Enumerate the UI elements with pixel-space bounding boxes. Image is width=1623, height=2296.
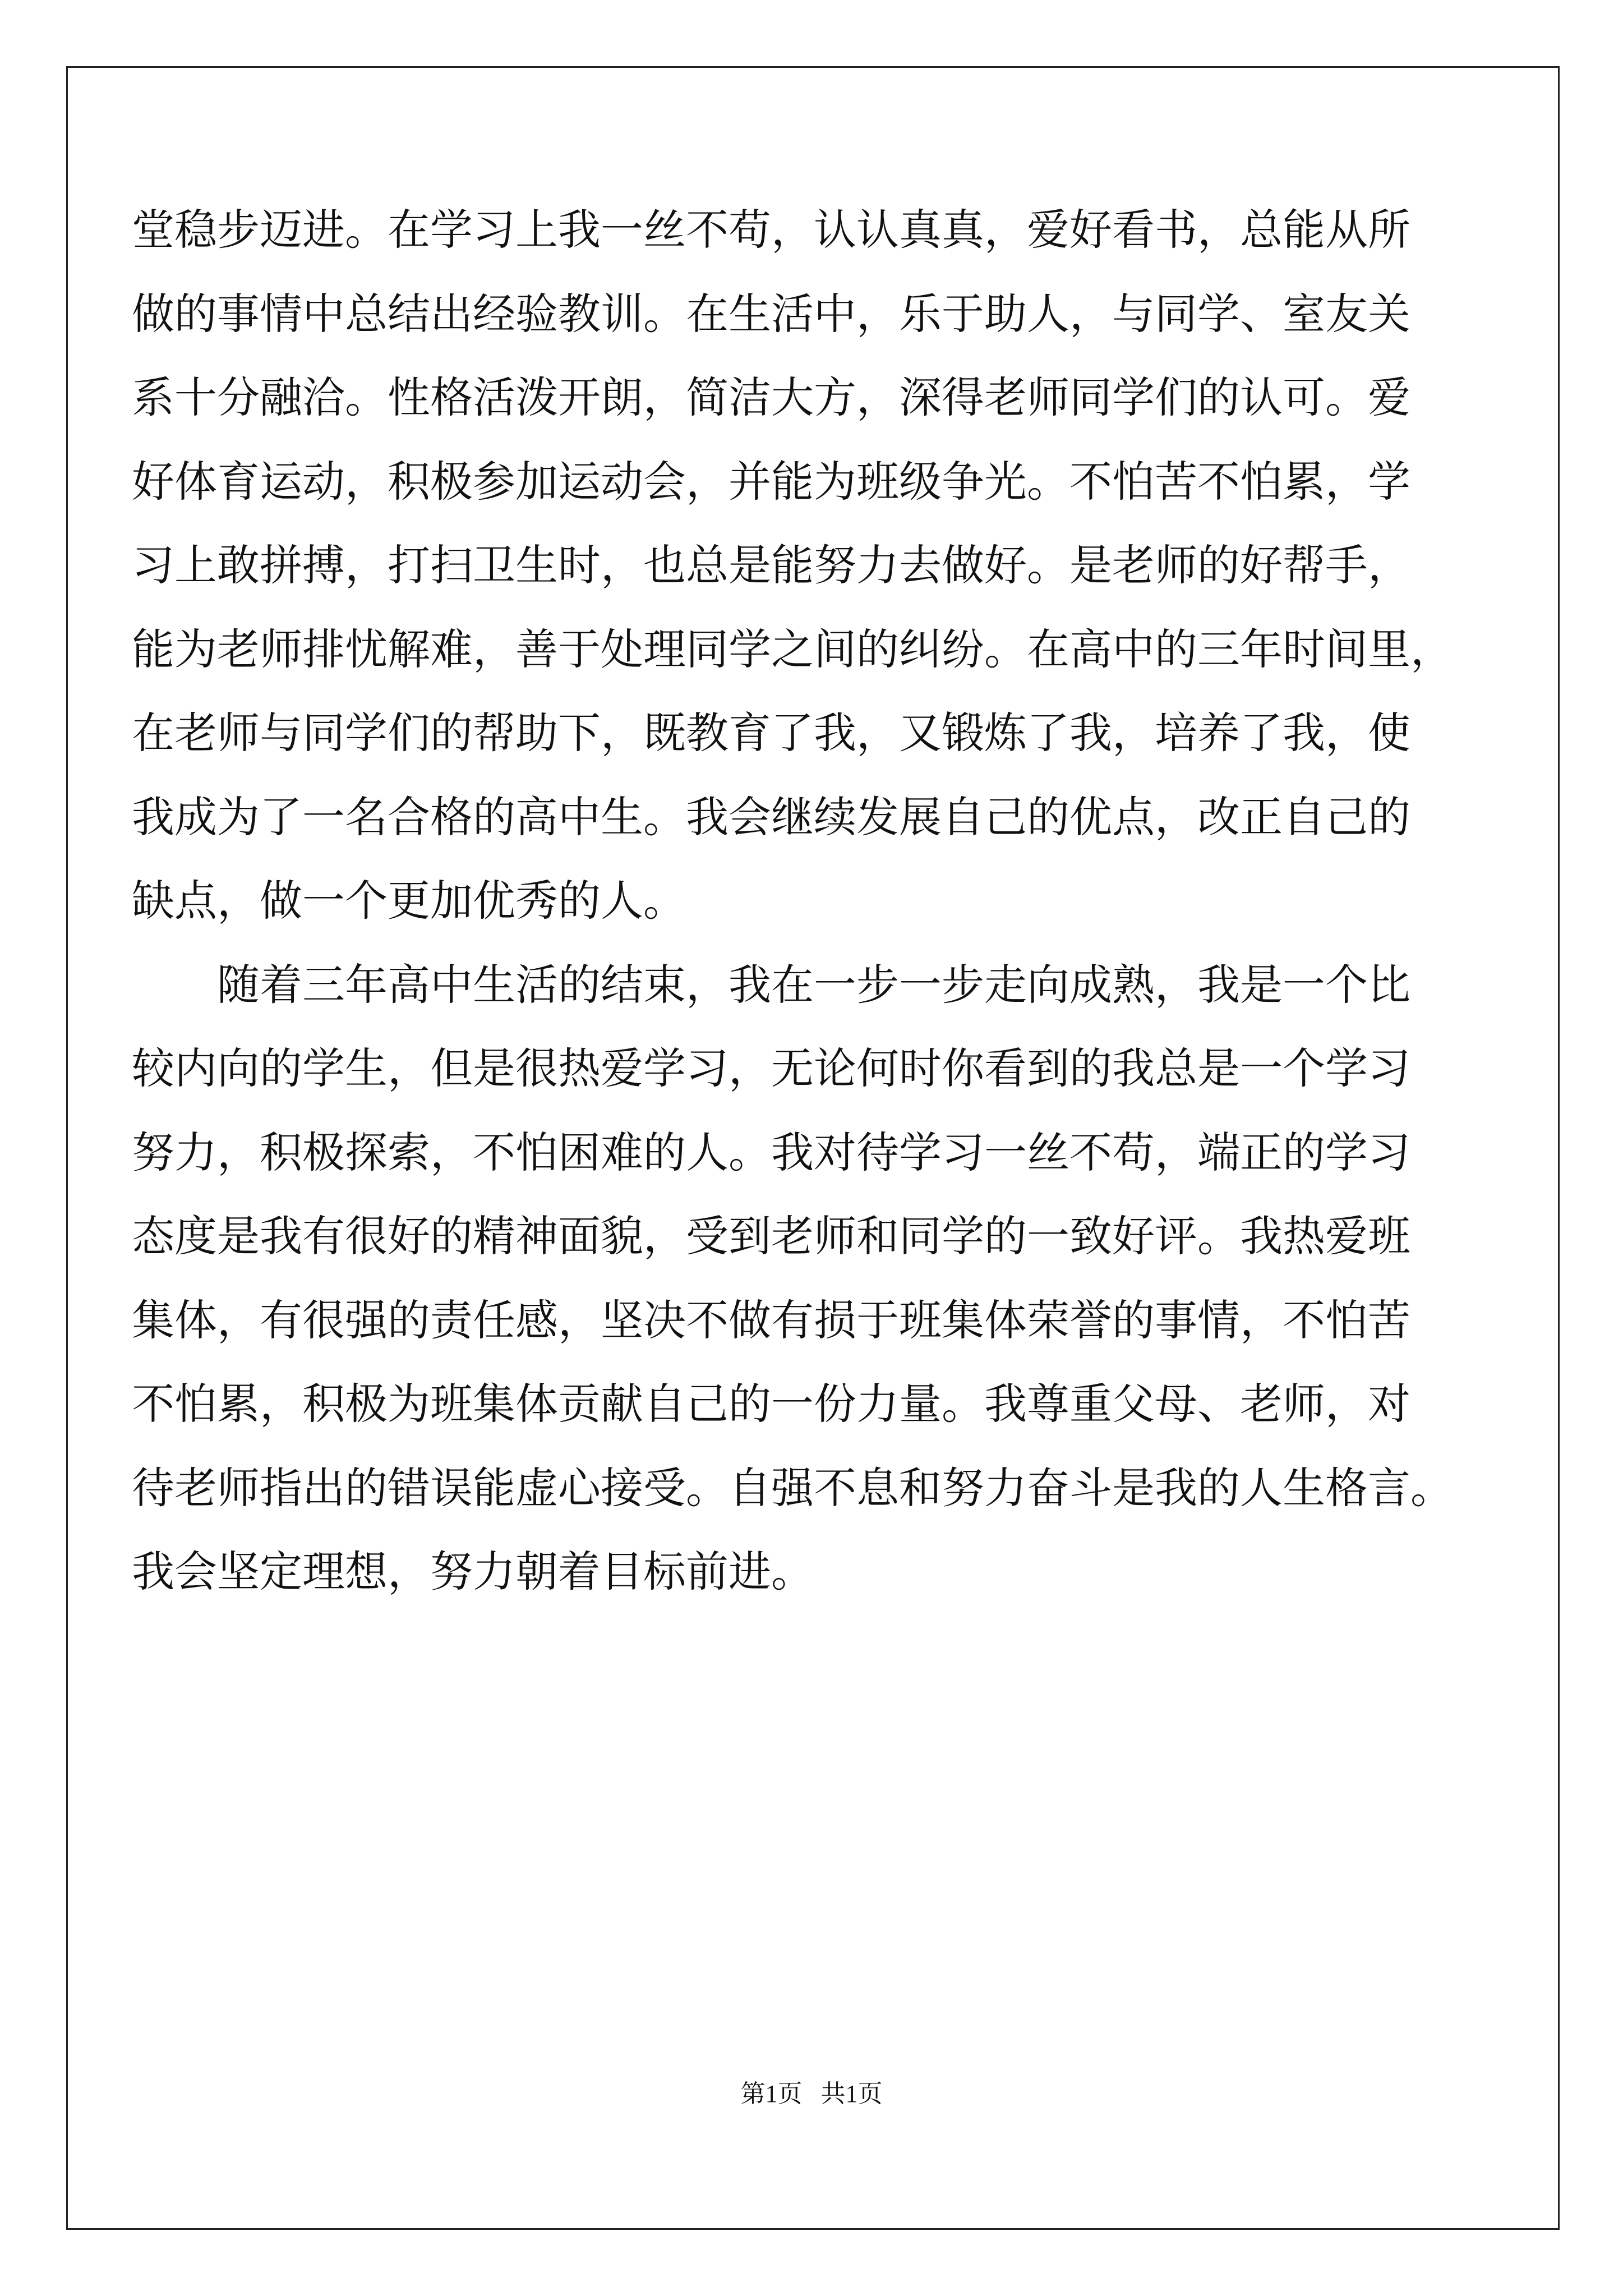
text-line: 我成为了一名合格的高中生。我会继续发展自己的优点，改正自己的 (132, 792, 1410, 842)
document-body (132, 188, 1489, 1614)
text-line: 态度是我有很好的精神面貌，受到老师和同学的一致好评。我热爱班 (132, 1211, 1410, 1261)
text-line: 不怕累，积极为班集体贡献自己的一份力量。我尊重父母、老师，对 (132, 1379, 1410, 1429)
text-line: 能为老师排忧解难，善于处理同学之间的纠纷。在高中的三年时间里， (132, 624, 1453, 674)
text-line: 习上敢拼搏，打扫卫生时，也总是能努力去做好。是老师的好帮手， (132, 540, 1410, 590)
text-line: 好体育运动，积极参加运动会，并能为班级争光。不怕苦不怕累，学 (132, 456, 1410, 507)
text-line: 堂稳步迈进。在学习上我一丝不苟，认认真真，爱好看书，总能从所 (132, 205, 1410, 255)
text-line: 努力，积极探索，不怕困难的人。我对待学习一丝不苟，端正的学习 (132, 1127, 1410, 1177)
text-line: 在老师与同学们的帮助下，既教育了我，又锻炼了我，培养了我，使 (132, 708, 1410, 758)
text-line: 系十分融洽。性格活泼开朗，简洁大方，深得老师同学们的认可。爱 (132, 372, 1410, 422)
text-line: 待老师指出的错误能虚心接受。自强不息和努力奋斗是我的人生格言。 (132, 1462, 1453, 1513)
text-line: 集体，有很强的责任感，坚决不做有损于班集体荣誉的事情，不怕苦 (132, 1295, 1410, 1345)
text-line: 缺点，做一个更加优秀的人。 (132, 876, 686, 926)
text-line: 我会坚定理想，努力朝着目标前进。 (132, 1547, 814, 1596)
text-line: 较内向的学生，但是很热爱学习，无论何时你看到的我总是一个学习 (132, 1043, 1410, 1093)
text-line: 做的事情中总结出经验教训。在生活中，乐于助人，与同学、室友关 (132, 288, 1410, 339)
page-number-footer: 第1页 共1页 (740, 2080, 883, 2108)
paragraph-start-line: 随着三年高中生活的结束，我在一步一步走向成熟，我是一个比 (217, 959, 1410, 1010)
